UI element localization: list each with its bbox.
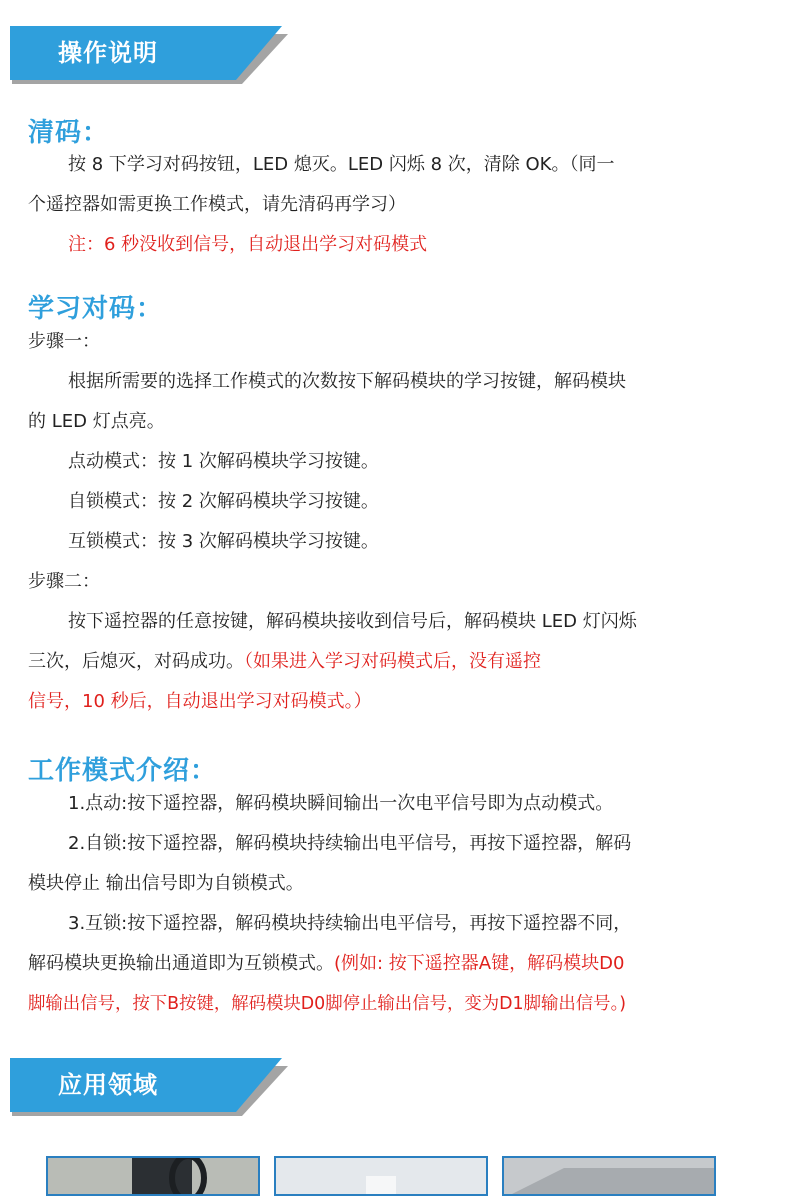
step2-line1: 按下遥控器的任意按键，解码模块接收到信号后，解码模块 LED 灯闪烁 <box>68 611 637 632</box>
application-photo-3 <box>502 1156 716 1196</box>
clear-paragraph-line1: 按 8 下学习对码按钮，LED 熄灭。LED 闪烁 8 次，清除 OK。（同一 <box>68 154 615 175</box>
mode1-line: 1.点动:按下遥控器，解码模块瞬间输出一次电平信号即为点动模式。 <box>68 793 614 814</box>
step2-line2-text: 三次，后熄灭，对码成功。 <box>28 651 244 672</box>
banner-title: 操作说明 <box>58 39 158 67</box>
application-photos <box>46 1156 726 1187</box>
clear-paragraph-line2: 个遥控器如需更换工作模式，请先清码再学习） <box>28 194 406 215</box>
section-banner-application <box>10 1058 290 1118</box>
heading-learn-pairing: 学习对码： <box>28 294 164 324</box>
mode3-line2-example: (例如: 按下遥控器A键，解码模块D0 <box>334 953 625 974</box>
banner-title: 应用领域 <box>58 1071 158 1099</box>
mode3-line2 <box>28 951 624 977</box>
mode2-line2: 模块停止 输出信号即为自锁模式。 <box>28 873 304 894</box>
mode3-line3-example: 脚输出信号，按下B按键，解码模块D0脚停止输出信号，变为D1脚输出信号。) <box>28 994 627 1014</box>
step2-line2-note: （如果进入学习对码模式后，没有遥控 <box>244 651 541 672</box>
application-photo-1 <box>46 1156 260 1196</box>
step1-label: 步骤一： <box>28 331 100 352</box>
step2-label: 步骤二： <box>28 571 100 592</box>
application-photo-2 <box>274 1156 488 1196</box>
photo-scene-icon <box>48 1158 260 1196</box>
clear-note: 注：6 秒没收到信号，自动退出学习对码模式 <box>68 234 428 255</box>
mode3-line2-text: 解码模块更换输出通道即为互锁模式。 <box>28 953 334 974</box>
interlock-mode-line: 互锁模式：按 3 次解码模块学习按键。 <box>68 531 379 552</box>
step2-line3-note: 信号，10 秒后，自动退出学习对码模式。） <box>28 691 372 712</box>
latch-mode-line: 自锁模式：按 2 次解码模块学习按键。 <box>68 491 379 512</box>
mode3-line1: 3.互锁:按下遥控器，解码模块持续输出电平信号，再按下遥控器不同， <box>68 913 632 934</box>
step1-line1: 根据所需要的选择工作模式的次数按下解码模块的学习按键，解码模块 <box>68 371 626 392</box>
section-banner-operation <box>10 26 290 86</box>
heading-work-modes: 工作模式介绍： <box>28 756 218 786</box>
photo-scene-icon <box>276 1158 488 1196</box>
momentary-mode-line: 点动模式：按 1 次解码模块学习按键。 <box>68 451 379 472</box>
photo-scene-icon <box>504 1158 716 1196</box>
step1-line2: 的 LED 灯点亮。 <box>28 411 165 432</box>
step2-line2 <box>28 649 541 675</box>
heading-clear-code: 清码： <box>28 118 110 148</box>
mode2-line1: 2.自锁:按下遥控器，解码模块持续输出电平信号，再按下遥控器，解码 <box>68 833 632 854</box>
